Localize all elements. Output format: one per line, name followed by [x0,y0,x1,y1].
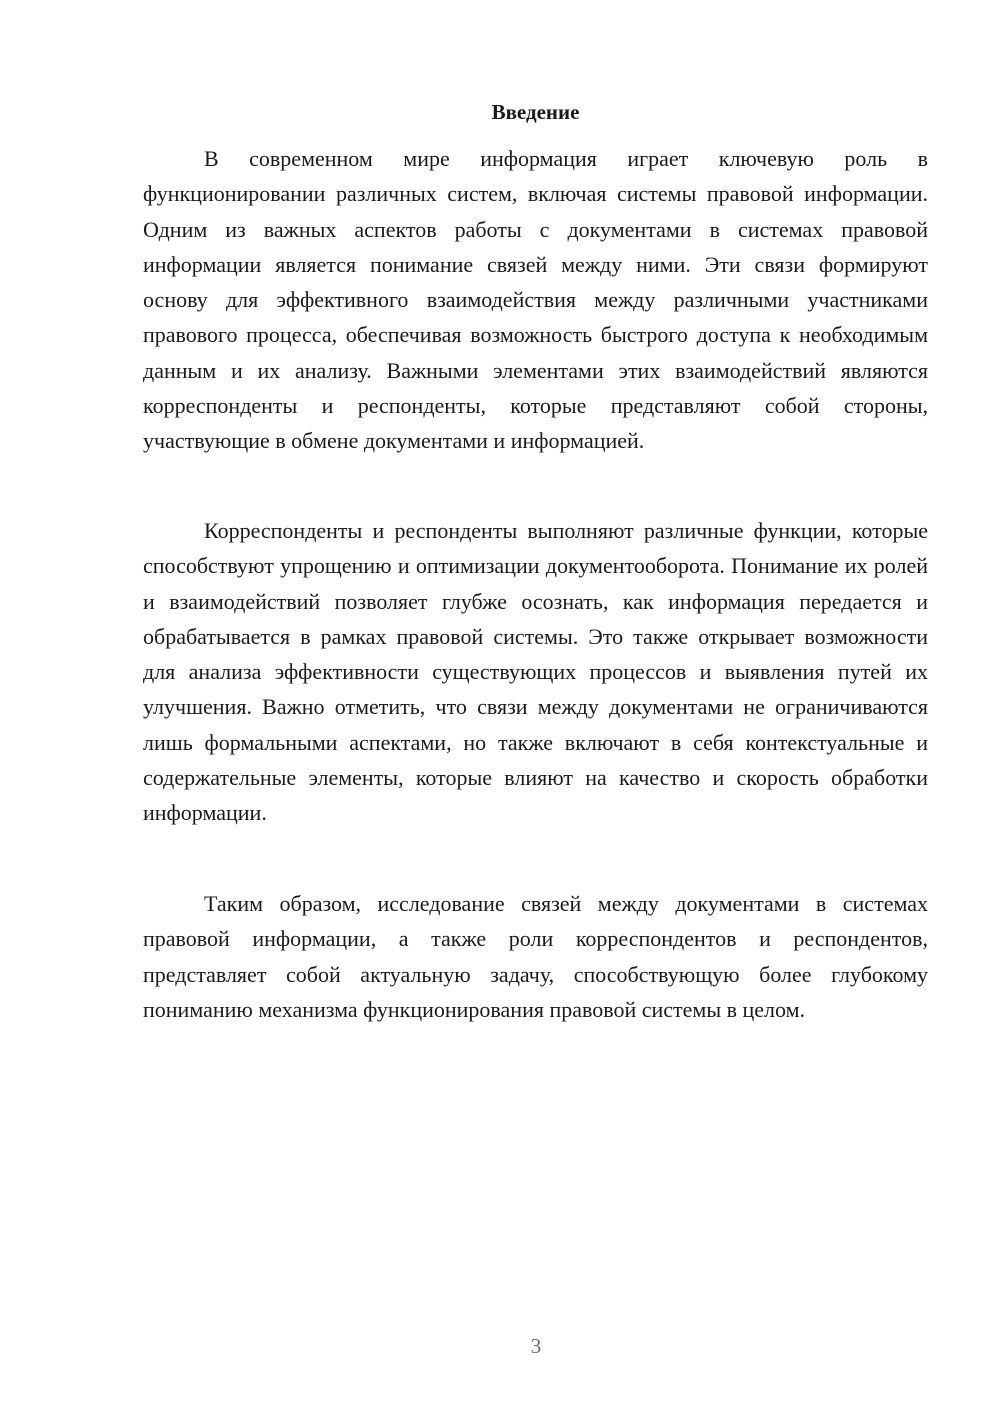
paragraph-3: Таким образом, исследование связей между документами в системах правовой информации, а также роли корреспондентов и респондентов, представляет собой актуальную задачу, способствующую более глубокому пониманию механизма функционирования правовой системы в целом. [143,891,928,1022]
page-number: 3 [530,1334,542,1358]
paragraph-1: В современном мире информация играет ключевую роль в функционировании различных систем, включая системы правовой информации. Одним из важных аспектов работы с документами в системах правовой информации является понимание связей между ними. Эти связи формируют основу для эффективного взаимодействия между различными участниками правового процесса, обеспечивая возможность быстрого доступа к необходимым данным и их анализу. Важными элементами этих взаимодействий являются корреспонденты и респонденты, которые представляют собой стороны, участвующие в обмене документами и информацией. [143,146,928,454]
section-heading: Введение [491,100,580,124]
paragraph-2: Корреспонденты и респонденты выполняют различные функции, которые способствуют упрощению и оптимизации документооборота. Понимание их ролей и взаимодействий позволяет глубже осознать, как информация передается и обрабатывается в рамках правовой системы. Это также открывает возможности для анализа эффективности существующих процессов и выявления путей их улучшения. Важно отметить, что связи между документами не ограничиваются лишь формальными аспектами, но также включают в себя контекстуальные и содержательные элементы, которые влияют на качество и скорость обработки информации. [143,518,928,826]
